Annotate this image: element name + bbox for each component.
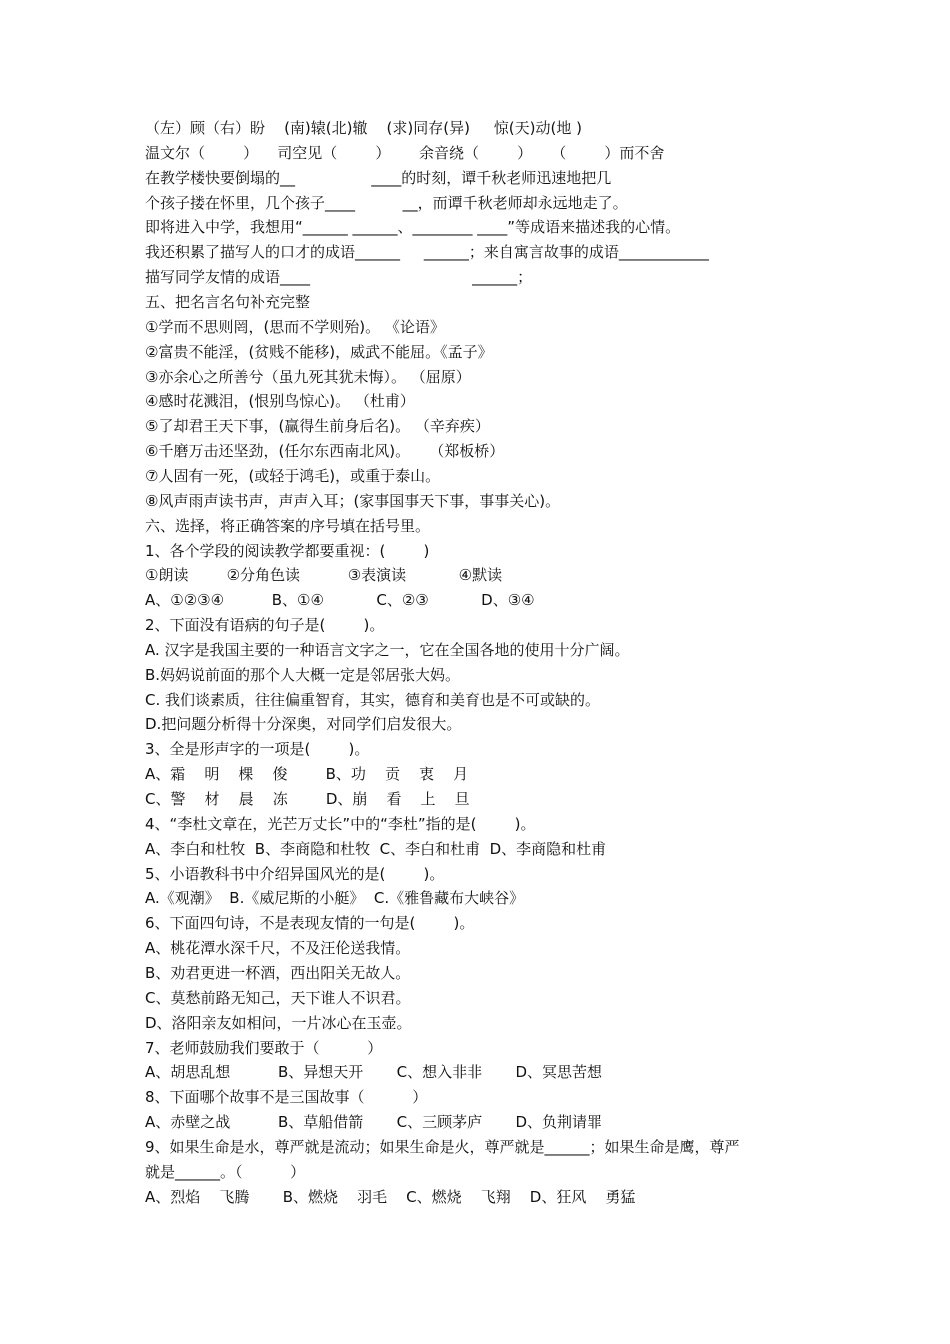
text-line-40: 8、下面哪个故事不是三国故事（ ） [145,1088,428,1107]
text-line-31: 5、小语教科书中介绍异国风光的是( )。 [145,864,445,883]
text-line-23: B.妈妈说前面的那个人大概一定是邻居张大妈。 [145,665,461,684]
text-line-7: 描写同学友情的成语____ ______； [145,268,533,287]
text-line-21: 2、下面没有语病的句子是( )。 [145,616,385,634]
text-line-15: ⑦人固有一死，(或轻于鸿毛)，或重于泰山。 [145,466,441,485]
text-line-28: C、警 材 晨 冻 D、崩 看 上 旦 [145,790,470,808]
text-line-42: 9、如果生命是水，尊严就是流动；如果生命是火，尊严就是______；如果生命是鹰，尊严 [145,1137,740,1156]
text-line-43: 就是______。（ ） [145,1162,306,1181]
text-line-1: （左）顾（右）盼 (南)辕(北)辙 (求)同存(异) 惊(天)动(地 ) [145,119,582,137]
text-line-20: A、①②③④ B、①④ C、②③ D、③④ [145,591,535,610]
text-line-36: C、莫愁前路无知己，天下谁人不识君。 [145,988,411,1007]
text-line-41: A、赤壁之战 B、草船借箭 C、三顾茅庐 D、负荆请罪 [145,1113,603,1131]
text-line-27: A、霜 明 棵 俊 B、功 贡 衷 月 [145,765,469,784]
text-line-9: ①学而不思则罔，(思而不学则殆)。 《论语》 [145,317,445,336]
text-line-6: 我还积累了描写人的口才的成语______ ______；来自寓言故事的成语____________ [145,243,709,262]
text-line-38: 7、老师鼓励我们要敢于（ ） [145,1038,383,1057]
text-line-26: 3、全是形声字的一项是( )。 [145,740,370,759]
text-line-11: ③亦余心之所善兮（虽九死其犹未悔）。 （屈原） [145,367,471,386]
text-line-44: A、烈焰 飞腾 B、燃烧 羽毛 C、燃烧 飞翔 D、狂风 勇猛 [145,1187,636,1206]
text-line-14: ⑥千磨万击还坚劲，(任尔东西南北风)。 （郑板桥） [145,442,505,461]
text-line-22: A. 汉字是我国主要的一种语言文字之一，它在全国各地的使用十分广阔。 [145,640,630,659]
text-line-30: A、李白和杜牧 B、李商隐和杜牧 C、李白和杜甫 D、李商隐和杜甫 [145,839,607,858]
text-line-29: 4、“李杜文章在，光芒万丈长”中的“李杜”指的是( )。 [145,814,536,833]
text-line-33: 6、下面四句诗，不是表现友情的一句是( )。 [145,914,475,933]
text-line-10: ②富贵不能淫，(贫贱不能移)，威武不能屈。《孟子》 [145,342,493,361]
text-line-4: 个孩子搂在怀里，几个孩子____ __，而谭千秋老师却永远地走了。 [145,193,628,212]
text-line-16: ⑧风声雨声读书声，声声入耳；(家事国事天下事，事事关心)。 [145,491,561,510]
text-line-19: ①朗读 ②分角色读 ③表演读 ④默读 [145,566,503,585]
text-line-13: ⑤了却君王天下事，(赢得生前身后名)。 （辛弃疾） [145,417,490,436]
text-line-12: ④感时花溅泪，(恨别鸟惊心)。 （杜甫） [145,392,415,411]
text-line-5: 即将进入中学，我想用“______ ______、________ ____”等成语来描述我的心情。 [145,218,681,237]
text-line-34: A、桃花潭水深千尺，不及汪伦送我情。 [145,939,411,958]
text-line-24: C. 我们谈素质，往往偏重智育，其实，德育和美育也是不可或缺的。 [145,690,601,709]
text-line-18: 1、各个学段的阅读教学都要重视：( ) [145,541,430,560]
text-line-17: 六、选择，将正确答案的序号填在括号里。 [145,516,431,535]
text-line-2: 温文尔（ ） 司空见（ ） 余音绕（ ） （ ）而不舍 [145,143,665,162]
text-line-3: 在教学楼快要倒塌的__ ____的时刻，谭千秋老师迅速地把几 [145,168,612,187]
text-line-37: D、洛阳亲友如相问，一片冰心在玉壶。 [145,1013,412,1032]
text-line-32: A.《观潮》 B.《威尼斯的小艇》 C.《雅鲁藏布大峡谷》 [145,889,525,908]
text-line-25: D.把问题分析得十分深奥，对同学们启发很大。 [145,715,462,734]
text-line-8: 五、把名言名句补充完整 [145,293,311,311]
text-line-39: A、胡思乱想 B、异想天开 C、想入非非 D、冥思苦想 [145,1063,603,1082]
text-line-35: B、劝君更进一杯酒，西出阳关无故人。 [145,963,411,982]
